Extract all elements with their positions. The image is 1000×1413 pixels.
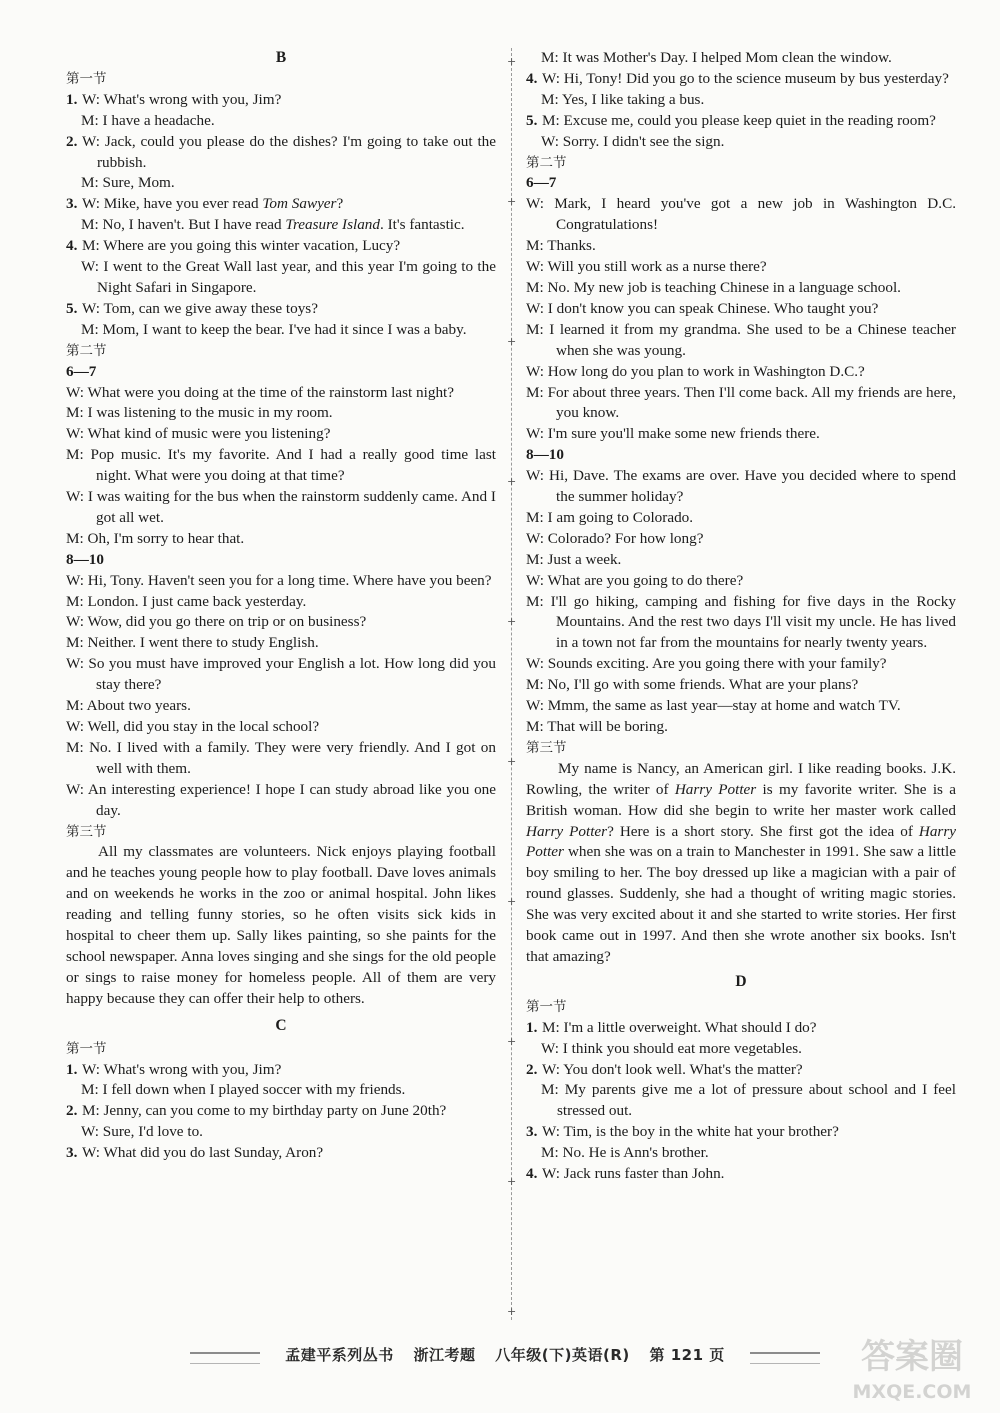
dialogue-line: W: Hi, Dave. The exams are over. Have you decided where to spend the summer holiday?	[526, 467, 956, 506]
range-6-7: 6—7	[66, 362, 97, 380]
dialogue-line: W: I don't know you can speak Chinese. Who taught you?	[526, 299, 879, 317]
c-item-1-reply: M: I fell down when I played soccer with my friends.	[81, 1081, 406, 1099]
column-divider: + + + + + + + + + +	[511, 48, 512, 1320]
part-2-label: 第二节	[66, 342, 107, 358]
dialogue-line: M: About two years.	[66, 697, 191, 715]
right-column	[526, 48, 956, 1185]
dialogue-line: W: What were you doing at the time of the rainstorm last night?	[66, 383, 455, 401]
section-d-heading: D	[735, 972, 747, 990]
b-item-5-reply: M: Mom, I want to keep the bear. I've had it since I was a baby.	[81, 320, 467, 338]
dialogue-line: W: An interesting experience! I hope I can study abroad like you one day.	[66, 780, 496, 819]
d-item-2: 2. W: You don't look well. What's the matter?	[526, 1060, 803, 1078]
dialogue-line: W: Will you still work as a nurse there?	[526, 258, 767, 276]
dialogue-line: W: I was waiting for the bus when the rainstorm suddenly came. And I got all wet.	[66, 488, 496, 526]
d-item-3-reply: M: No. He is Ann's brother.	[541, 1144, 709, 1162]
b-item-5: 5. W: Tom, can we give away these toys?	[66, 299, 318, 317]
dialogue-line: M: That will be boring.	[526, 718, 668, 735]
c-item-3-reply: M: It was Mother's Day. I helped Mom clean the window.	[541, 49, 892, 66]
c-item-1: 1. W: What's wrong with you, Jim?	[66, 1060, 282, 1078]
b-item-4: 4. M: Where are you going this winter vacation, Lucy?	[66, 237, 401, 255]
dialogue-line: W: So you must have improved your English a lot. How long did you stay there?	[66, 655, 496, 694]
d-item-1-reply: W: I think you should eat more vegetables.	[541, 1039, 802, 1057]
page-footer	[210, 1342, 800, 1372]
range-8-10: 8—10	[66, 550, 104, 568]
dialogue-line: M: No. I lived with a family. They were very friendly. And I got on well with them.	[66, 738, 496, 777]
b-item-3: 3. W: Mike, have you ever read Tom Sawyer?	[66, 195, 344, 213]
watermark-url: MXQE.COM	[852, 1381, 972, 1403]
dialogue-line: M: Just a week.	[526, 550, 622, 568]
b-item-1-reply: M: I have a headache.	[81, 111, 215, 129]
b-item-1: 1. W: What's wrong with you, Jim?	[66, 90, 282, 108]
d-item-3: 3. W: Tim, is the boy in the white hat your brother?	[526, 1123, 839, 1141]
dialogue-line: M: For about three years. Then I'll come back. All my friends are here, you know.	[526, 383, 956, 422]
c-item-5: 5. M: Excuse me, could you please keep quiet in the reading room?	[526, 111, 936, 129]
dialogue-line: M: No, I'll go with some friends. What are your plans?	[526, 676, 859, 694]
watermark-logo	[842, 1326, 982, 1404]
range-6-7: 6—7	[526, 174, 557, 192]
footer-ornament-right	[750, 1352, 820, 1364]
section-b-heading: B	[275, 49, 287, 66]
region-label: 浙江考题	[413, 1346, 476, 1364]
c-item-2: 2. M: Jenny, can you come to my birthday party on June 20th?	[66, 1102, 447, 1120]
dialogue-line: M: I was listening to the music in my room.	[66, 404, 333, 422]
dialogue-line: W: How long do you plan to work in Washington D.C.?	[526, 362, 865, 380]
dialogue-line: W: Colorado? For how long?	[526, 529, 704, 547]
dialogue-line: M: Oh, I'm sorry to hear that.	[66, 529, 245, 547]
part-1-label: 第一节	[526, 998, 567, 1014]
dialogue-line: W: What are you going to do there?	[526, 571, 744, 589]
c-item-5-reply: W: Sorry. I didn't see the sign.	[541, 132, 725, 150]
c-item-4: 4. W: Hi, Tony! Did you go to the science museum by bus yesterday?	[526, 69, 949, 87]
part-2-label: 第二节	[526, 154, 567, 170]
dialogue-line: M: London. I just came back yesterday.	[66, 592, 307, 610]
part-3-label: 第三节	[66, 823, 107, 839]
dialogue-line: M: Neither. I went there to study English.	[66, 634, 319, 652]
dialogue-line: W: Sounds exciting. Are you going there with your family?	[526, 655, 887, 673]
grade-subject: 八年级(下)英语(R)	[495, 1346, 630, 1364]
dialogue-line: M: I am going to Colorado.	[526, 508, 694, 526]
b-item-2-reply: M: Sure, Mom.	[81, 174, 175, 192]
c-item-2-reply: W: Sure, I'd love to.	[81, 1123, 203, 1141]
dialogue-line: W: Mmm, the same as last year—stay at home and watch TV.	[526, 697, 901, 715]
d-item-1: 1. M: I'm a little overweight. What should I do?	[526, 1018, 817, 1036]
part-1-label: 第一节	[66, 1040, 107, 1056]
d-item-4: 4. W: Jack runs faster than John.	[526, 1165, 725, 1183]
watermark-title: 答案圈	[861, 1337, 963, 1377]
section-c-heading: C	[275, 1016, 287, 1034]
b-item-3-reply: M: No, I haven't. But I have read Treasure Island. It's fantastic.	[81, 216, 465, 234]
dialogue-line: M: I'll go hiking, camping and fishing for five days in the Rocky Mountains. And the rest two days I'll visit my uncle. He has lived in a town not far from the mountains for nearly twenty years.	[526, 592, 956, 652]
dialogue-line: W: Wow, did you go there on trip or on business?	[66, 613, 367, 631]
b-item-4-reply: W: I went to the Great Wall last year, and this year I'm going to the Night Safari in Singapore.	[81, 258, 496, 296]
dialogue-line: M: Thanks.	[526, 237, 596, 255]
passage-paragraph: All my classmates are volunteers. Nick enjoys playing football and he teaches young people how to play football. Dave loves animals and on weekends he works in the zoo or animal hospital. John likes reading and telling funny stories, so he often visits sick kids in hospital to cheer them up. Sally likes painting, so she paints for the school newspaper. Anna loves singing and she sings for the old people or sings to raise money for homeless people. All of them are very happy because they can offer their help to others.	[66, 843, 496, 1007]
part-1-label: 第一节	[66, 70, 107, 86]
dialogue-line: W: Mark, I heard you've got a new job in Washington D.C. Congratulations!	[526, 195, 956, 234]
part-3-label: 第三节	[526, 739, 567, 755]
b-item-2: 2. W: Jack, could you please do the dishes? I'm going to take out the rubbish.	[66, 132, 496, 171]
page-number: 第 121 页	[649, 1346, 725, 1364]
dialogue-line: W: Well, did you stay in the local school?	[66, 718, 320, 735]
d-item-2-reply: M: My parents give me a lot of pressure about school and I feel stressed out.	[541, 1081, 956, 1120]
c-item-4-reply: M: Yes, I like taking a bus.	[541, 90, 705, 108]
dialogue-line: W: I'm sure you'll make some new friends there.	[526, 425, 820, 443]
c-item-3: 3. W: What did you do last Sunday, Aron?	[66, 1144, 324, 1162]
left-column	[66, 48, 496, 1164]
series-name: 孟建平系列丛书	[285, 1346, 394, 1364]
dialogue-line: W: What kind of music were you listening?	[66, 425, 331, 443]
dialogue-line: M: I learned it from my grandma. She used to be a Chinese teacher when she was young.	[526, 320, 956, 359]
dialogue-line: M: Pop music. It's my favorite. And I had a really good time last night. What were you doing at that time?	[66, 446, 496, 485]
range-8-10: 8—10	[526, 446, 564, 464]
dialogue-line: M: No. My new job is teaching Chinese in a language school.	[526, 278, 901, 296]
dialogue-line: W: Hi, Tony. Haven't seen you for a long time. Where have you been?	[66, 571, 492, 589]
passage-paragraph: My name is Nancy, an American girl. I like reading books. J.K. Rowling, the writer of Harry Potter is my favorite writer. She is a British woman. How did she begin to write her master work called Harry Potter? Here is a short story. She first got the idea of Harry Potter when she was on a train to Manchester in 1991. She saw a little boy smiling to her. The boy dressed up like a magician with a pair of round glasses. Suddenly, she had a thought of writing magic stories. She was very excited about it and she started to write stories. Her first book came out in 1997. And then she wrote another six books. Isn't that amazing?	[526, 759, 956, 965]
